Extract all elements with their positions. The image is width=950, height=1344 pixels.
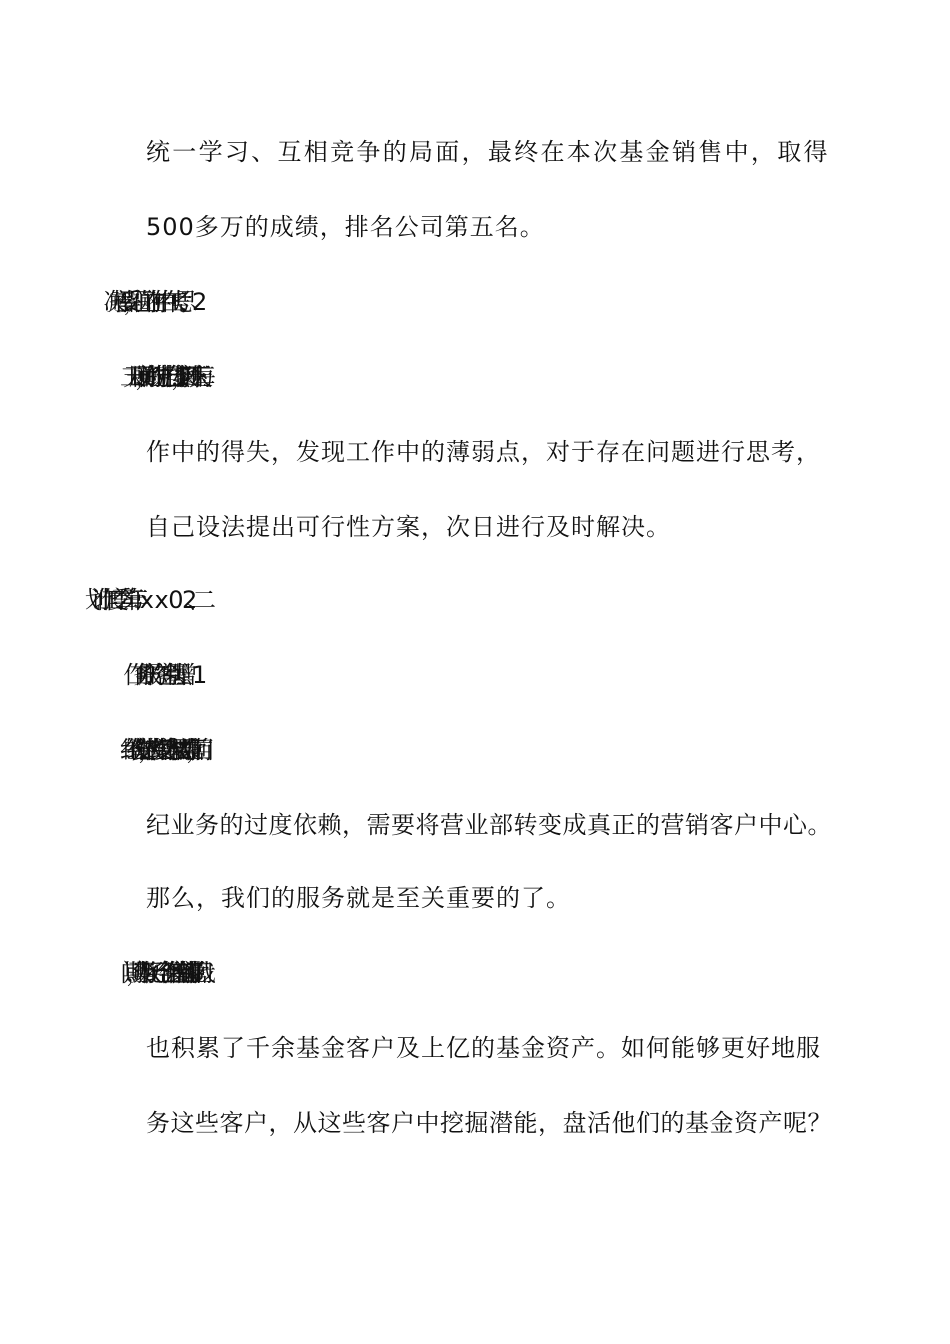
paragraph-line: 纪业务的过度依赖，需要将营业部转变成真正的营销客户中心。 xyxy=(146,811,832,839)
section-heading xyxy=(192,282,872,322)
paragraph-line: 作中的得失，发现工作中的薄弱点，对于存在问题进行思考， xyxy=(146,438,821,466)
section-heading xyxy=(192,655,872,695)
paragraph-line: 那么，我们的服务就是至关重要的了。 xyxy=(146,884,571,912)
paragraph-line: 也积累了千余基金客户及上亿的基金资产。如何能够更好地服 xyxy=(146,1034,821,1062)
section-heading xyxy=(192,580,872,620)
paragraph-line xyxy=(192,730,872,770)
paragraph-line xyxy=(192,953,872,993)
paragraph-line xyxy=(192,357,872,397)
paragraph-line: 自己设法提出可行性方案，次日进行及时解决。 xyxy=(146,513,671,541)
paragraph-line: 统一学习、互相竞争的局面，最终在本次基金销售中，取得 xyxy=(146,138,830,166)
paragraph-line: 务这些客户，从这些客户中挖掘潜能，盘活他们的基金资产呢？ xyxy=(146,1109,832,1137)
paragraph-line: 500多万的成绩，排名公司第五名。 xyxy=(146,213,545,241)
